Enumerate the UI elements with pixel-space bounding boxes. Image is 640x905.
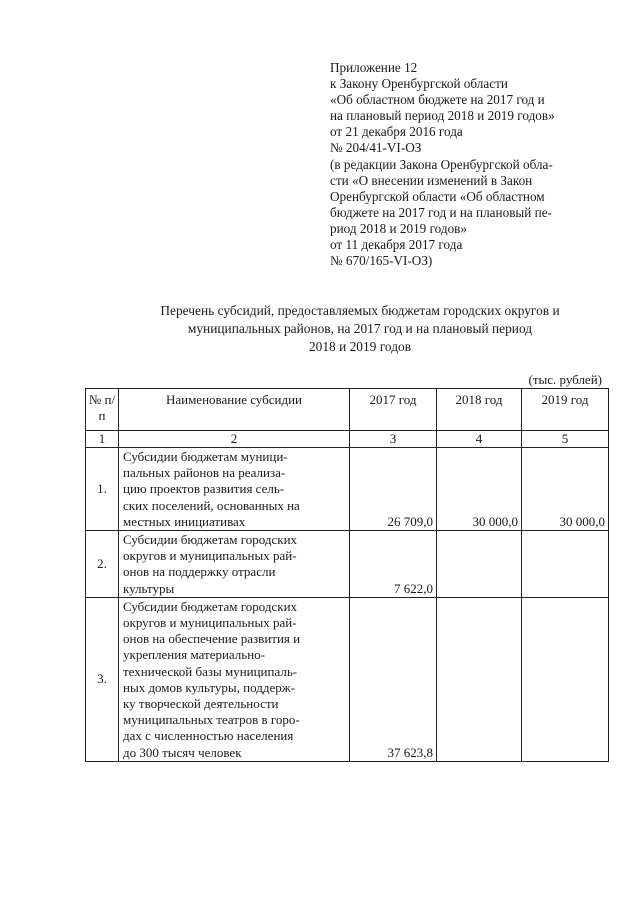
amount-2017: 37 623,8 [350,597,437,761]
amount-2019: 30 000,0 [522,448,609,531]
subsidy-name-line: пальных районов на реализа- [123,465,286,481]
table-row [86,448,609,531]
header-2017: 2017 год [350,389,437,431]
column-number: 1 [86,431,119,448]
document-title [110,302,610,356]
annex-line: Оренбургской области «Об областном [330,188,545,204]
column-numbers-row [86,431,609,448]
annex-line: № 204/41-VI-ОЗ [330,140,422,156]
subsidy-name [119,597,350,761]
annex-line: Приложение 12 [330,60,418,75]
subsidy-name-line: онов на поддержку отрасли [123,564,276,580]
subsidy-name-line: ку творческой деятельности [123,696,279,712]
column-number: 3 [350,431,437,448]
header-name: Наименование субсидии [119,389,350,431]
annex-line: (в редакции Закона Оренбургской обла- [330,156,553,172]
annex-line: от 21 декабря 2016 года [330,124,463,140]
amount-2018 [437,531,522,598]
amount-2019 [522,597,609,761]
column-number: 2 [119,431,350,448]
subsidy-name-line: технической базы муниципаль- [123,663,298,679]
title-line: муниципальных районов, на 2017 год и на плановый период [187,321,533,336]
column-number: 4 [437,431,522,448]
header-2019: 2019 год [522,389,609,431]
subsidy-name-line: округов и муниципальных рай- [123,615,297,631]
title-line: 2018 и 2019 годов [308,339,412,354]
subsidy-name-line: местных инициативах [123,513,246,529]
subsidy-name-line: до 300 тысяч человек [123,744,242,760]
annex-line: к Закону Оренбургской области [330,76,508,92]
row-number: 2. [86,531,119,598]
annex-line: риод 2018 и 2019 годов» [330,220,467,236]
title-line: Перечень субсидий, предоставляемых бюджетам городских округов и [160,303,560,318]
subsidy-name-line: ных домов культуры, поддерж- [123,679,296,695]
annex-line: «Об областном бюджете на 2017 год и [330,92,545,108]
subsidy-name-line: онов на обеспечение развития и [123,631,301,647]
subsidy-name-line: Субсидии бюджетам муници- [123,449,288,464]
header-number: № п/п [86,389,119,431]
table-header-row [86,389,609,431]
subsidy-name-line: округов и муниципальных рай- [123,548,297,564]
subsidy-name-line: культуры [123,580,175,596]
units-label: (тыс. рублей) [528,372,602,387]
column-number: 5 [522,431,609,448]
annex-line: № 670/165-VI-ОЗ) [330,253,433,269]
amount-2018: 30 000,0 [437,448,522,531]
subsidy-name-line: ских поселений, основанных на [123,497,300,513]
subsidies-table [85,388,609,762]
amount-2017: 7 622,0 [350,531,437,598]
annex-header [330,60,630,269]
annex-line: на плановый период 2018 и 2019 годов» [330,108,555,124]
subsidy-name [119,531,350,598]
subsidy-name-line: цию проектов развития сель- [123,481,285,497]
subsidy-name-line: муниципальных театров в горо- [123,712,300,728]
header-2018: 2018 год [437,389,522,431]
subsidy-name-line: дах с численностью населения [123,728,294,744]
annex-line: от 11 декабря 2017 года [330,237,463,253]
subsidy-name [119,448,350,531]
table-row [86,597,609,761]
annex-line: сти «О внесении изменений в Закон [330,172,533,188]
row-number: 1. [86,448,119,531]
annex-line: бюджете на 2017 год и на плановый пе- [330,204,552,220]
amount-2017: 26 709,0 [350,448,437,531]
subsidy-name-line: укрепления материально- [123,647,266,663]
subsidy-name-line: Субсидии бюджетам городских [123,532,298,548]
table-row [86,531,609,598]
amount-2018 [437,597,522,761]
amount-2019 [522,531,609,598]
row-number: 3. [86,597,119,761]
subsidy-name-line: Субсидии бюджетам городских [123,598,298,614]
